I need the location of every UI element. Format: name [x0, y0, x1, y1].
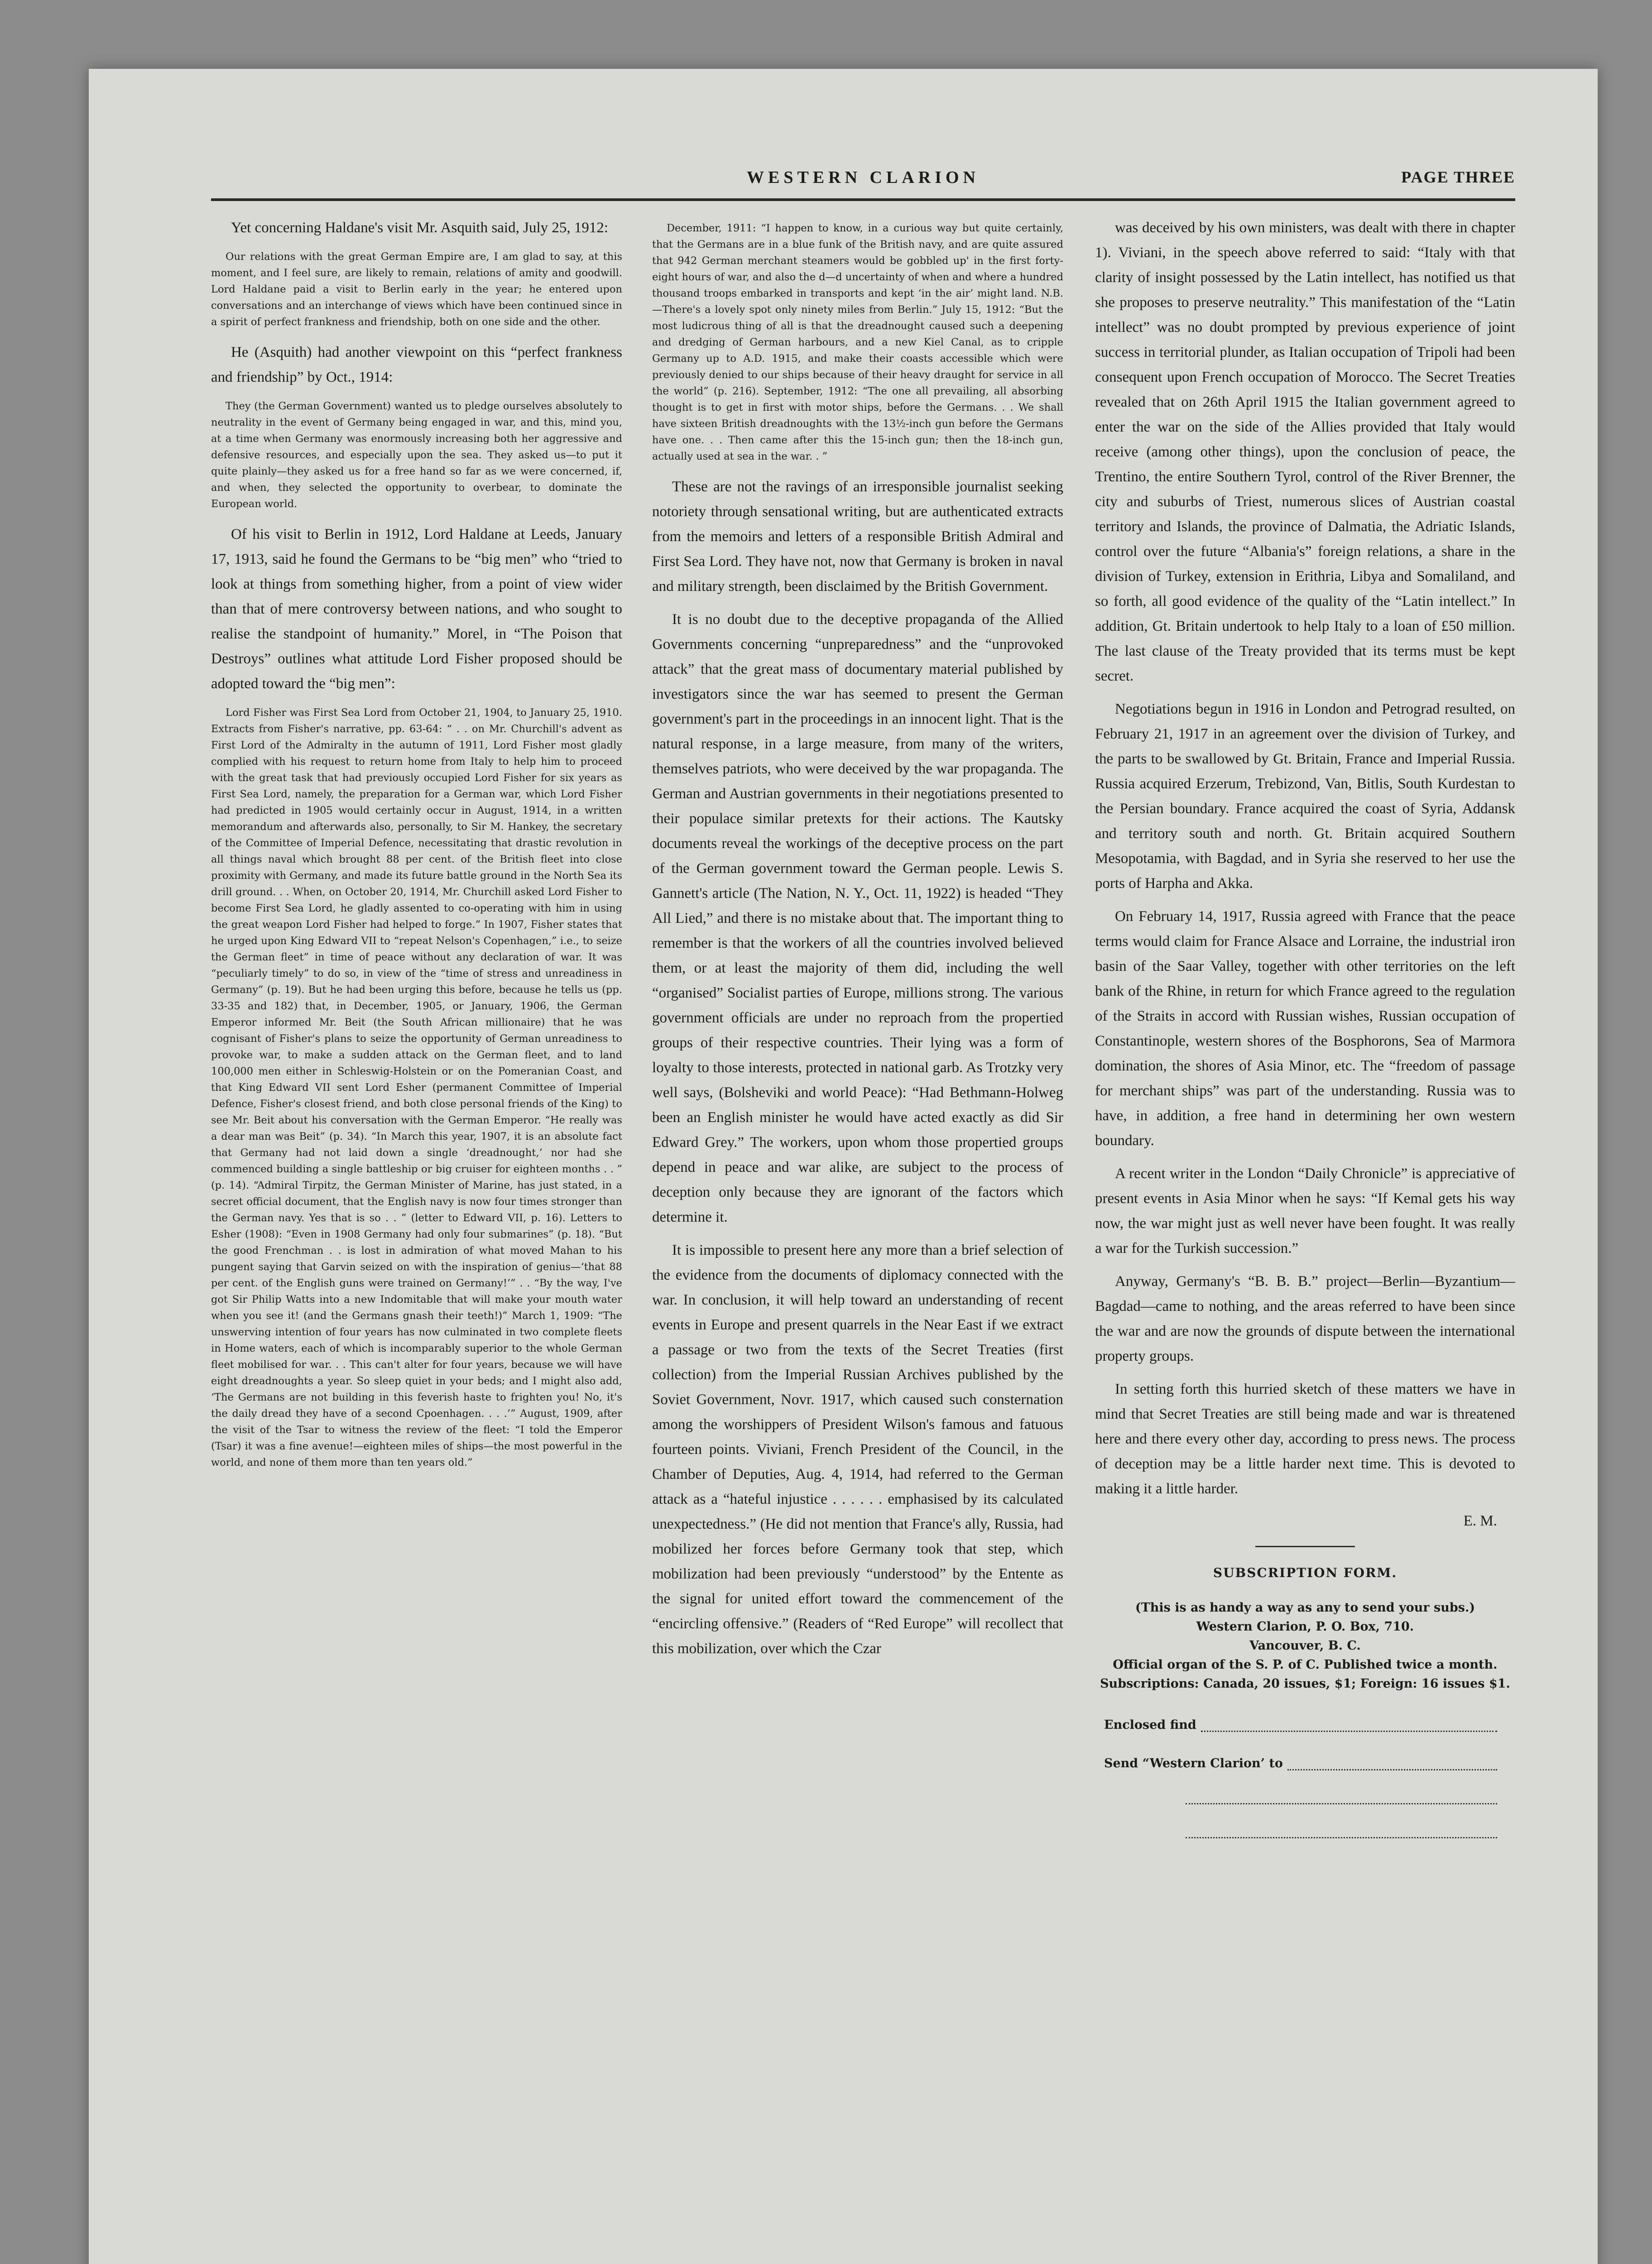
subscription-form-title: SUBSCRIPTION FORM. — [1213, 1565, 1397, 1580]
paragraph: In setting forth this hurried sketch of these matters we have in mind that Secret Treaties are still being made and war is threatened here and there every other day, according to press news. The process of deception may be a little harder next time. This is devoted to making it a little harder. — [1095, 1381, 1515, 1497]
paragraph: It is no doubt due to the deceptive propaganda of the Allied Governments concerning “unpreparedness” and the “unprovoked attack” that the great mass of documentary material published by investigators since the war has seemed to present the German government's part in the proceedings in an innocent light. That is the natural response, in a large measure, from many of the writers, themselves patriots, who were deceived by the war propaganda. The German and Austrian governments in their negotiations presented to their populace similar pretexts for their actions. The Kautsky documents reveal the workings of the deceptive process on the part of the German government toward the German people. Lewis S. Gannett's article (The Nation, N. Y., Oct. 11, 1922) is headed “They All Lied,” and there is no mistake about that. The important thing to remember is that the workers of all the countries involved believed them, or at least the majority of them did, including the well “organised” Socialist parties of Europe, millions strong. The various government officials are under no reproach from the propertied groups of their respective countries. Their lying was a form of loyalty to those interests, protected in national garb. As Trotzky very well says, (Bolsheviki and world Peace): “Had Bethmann-Holweg been an English minister he would have acted exactly as did Sir Edward Grey.” The workers, upon whom those propertied groups depend in peace and war alike, are subject to the process of deception only because they are ignorant of the factors which determine it. — [652, 611, 1063, 1225]
page-number-label: PAGE THREE — [1401, 168, 1515, 186]
paragraph: On February 14, 1917, Russia agreed with France that the peace terms would claim for France Alsace and Lorraine, the industrial iron basin of the Saar Valley, together with other territories on the left bank of the Rhine, in return for which France agreed to the regulation of the Straits in accord with Russian wishes, Russian occupation of Constantinople, western shores of the Bosphorons, Sea of Marmora domination, the shores of Asia Minor, etc. The “freedom of passage for merchant ships” was part of the understanding. Russia was to have, in addition, a free hand in determining her own western boundary. — [1095, 908, 1515, 1149]
send-to-label: Send “Western Clarion’ to — [1104, 1756, 1283, 1770]
dotted-fill-line — [1186, 1832, 1497, 1838]
paragraph: Anyway, Germany's “B. B. B.” project—Berlin—Byzantium—Bagdad—came to nothing, and the areas referred to have been since the war and are now the grounds of dispute between the international property groups. — [1095, 1273, 1515, 1364]
subscription-form — [1095, 1565, 1515, 1838]
block-quote: December, 1911: “I happen to know, in a curious way but quite certainly, that the Germans are in a blue funk of the British navy, and are quite assured that 942 German merchant steamers would be gobbled up' in the first forty-eight hours of war, and also the d—d uncertainty of when and where a hundred thousand troops embarked in transports and kept ‘in the air’ might land. N.B.—There's a lovely spot only ninety miles from Berlin.” July 15, 1912: “But the most ludicrous thing of all is that the dreadnought caused such a deepening and dredging of German harbours, and a new Kiel Canal, as to cripple Germany up to A.D. 1915, and make their coasts accessible which were previously denied to our ships because of their heavy draught for service in all the world” (p. 216). September, 1912: “The one all prevailing, all absorbing thought is to get in first with motor ships, before the Germans. . . We shall have sixteen British dreadnoughts with the 13½-inch gun before the Germans have one. . . Then came after this the 15-inch gun; then the 18-inch gun, actually used at sea in the war. . ” — [652, 222, 1063, 462]
form-note: (This is as handy a way as any to send your subs.) — [1135, 1601, 1475, 1615]
block-quote: Our relations with the great German Empire are, I am glad to say, at this moment, and I feel sure, are likely to remain, relations of amity and goodwill. Lord Haldane paid a visit to Berlin early in the year; he entered upon conversations and an interchange of views which have been continued since in a spirit of perfect frankness and friendship, both on one side and the other. — [211, 251, 622, 328]
paragraph: Yet concerning Haldane's visit Mr. Asquith said, July 25, 1912: — [231, 220, 609, 236]
form-city-line: Vancouver, B. C. — [1249, 1639, 1361, 1653]
column-3 — [1095, 216, 1515, 2264]
section-divider — [1255, 1546, 1355, 1547]
column-2 — [652, 216, 1063, 2264]
enclosed-find-label: Enclosed find — [1104, 1718, 1196, 1732]
paragraph: Of his visit to Berlin in 1912, Lord Haldane at Leeds, January 17, 1913, said he found the Germans to be “big men” who “tried to look at things from something higher, from a point of view wider than that of mere controversy between nations, and who sought to realise the standpoint of humanity.” Morel, in “The Poison that Destroys” outlines what attitude Lord Fisher proposed should be adopted toward the “big men”: — [211, 526, 622, 692]
block-quote: Lord Fisher was First Sea Lord from October 21, 1904, to January 25, 1910. Extracts from Fisher's narrative, pp. 63-64: “ . . on Mr. Churchill's advent as First Lord of the Admiralty in the autumn of 1911, Lord Fisher most gladly complied with his request to return home from Italy to help him to proceed with the great task that had previously occupied Lord Fisher for six years as First Sea Lord, namely, the preparation for a German war, which Lord Fisher had predicted in 1905 would certainly occur in August, 1914, in a written memorandum and afterwards also, personally, to Sir M. Hankey, the secretary of the Committee of Imperial Defence, necessitating that drastic revolution in all things naval which brought 88 per cent. of the British fleet into close proximity with Germany, and made its future battle ground in the North Sea its drill ground. . . When, on October 20, 1914, Mr. Churchill asked Lord Fisher to become First Sea Lord, he gladly assented to co-operating with him in using the great weapon Lord Fisher had helped to forge.” In 1907, Fisher states that he urged upon King Edward VII to “repeat Nelson's Copenhagen,” i.e., to seize the German fleet” in time of peace without any declaration of war. It was “peculiarly timely” to do so, in view of the “time of stress and unreadiness in Germany” (p. 19). But he had been urging this before, because he tells us (pp. 33-35 and 182) that, in December, 1905, or January, 1906, the German Emperor informed Mr. Beit (the South African millionaire) that he was cognisant of Fisher's plans to seize the opportunity of German unreadiness to provoke war, to make a sudden attack on the German fleet, and to land 100,000 men either in Schleswig-Holstein or on the Pomeranian Coast, and that King Edward VII sent Lord Esher (permanent Committee of Imperial Defence, Fisher's closest friend, and both close personal friends of the King) to see Mr. Beit about his conversation with the German Emperor. “He really was a dear man was Beit” (p. 34). “In March this year, 1907, it is an absolute fact that Germany had not laid down a single ‘dreadnought,’ nor had she commenced building a single battleship or big cruiser for eighteen months . . ” (p. 14). “Admiral Tirpitz, the German Minister of Marine, has just stated, in a secret official document, that the English navy is now four times stronger than the German navy. Yes that is so . . ” (letter to Edward VII, p. 16). Letters to Esher (1908): “Even in 1908 Germany had only four submarines” (p. 18). “But the good Frenchman . . is lost in admiration of what moved Mahan to his pungent saying that Garvin seized on with the inspiration of genius—‘that 88 per cent. of the English guns were trained on Germany!’” . . “By the way, I've got Sir Philip Watts into a new Indomitable that will make your mouth water when you see it! (and the Germans gnash their teeth!)” March 1, 1909: “The unswerving intention of four years has now culminated in two complete fleets in Home waters, each of which is incomparably superior to the whole German fleet mobilised for war. . . This can't alter for four years, because we will have eight dreadnoughts a year. So sleep quiet in your beds; and I might also add, ‘The Germans are not building in this feverish haste to frighten you! No, it's the daily dread they have of a second Cpoenhagen. . . .’” August, 1909, after the visit of the Tsar to witness the review of the fleet: “I told the Emperor (Tsar) it was a fine avenue!—eighteen miles of ships—the most powerful in the world, and none of them more than ten years old.” — [211, 707, 622, 1468]
paragraph: It is impossible to present here any more than a brief selection of the evidence from the documents of diplomacy connected with the war. In conclusion, it will help toward an understanding of recent events in Europe and present quarrels in the Near East if we extract a passage or two from the texts of the Secret Treaties (first collection) from the Imperial Russian Archives published by the Soviet Government, Novr. 1917, which caused such consternation among the worshippers of President Wilson's famous and fatuous fourteen points. Viviani, French President of the Council, in the Chamber of Deputies, Aug. 4, 1914, had referred to the German attack as a “hateful injustice . . . . . . emphasised by its calculated unexpectedness.” (He did not mention that France's ally, Russia, had mobilized her forces before Germany took that step, which mobilization had been previously “understood” by the Entente as the signal for united effort toward the commencement of the “encircling offensive.” (Readers of “Red Europe” will recollect that this mobilization, over which the Czar — [652, 1242, 1063, 1657]
dotted-fill-line — [1287, 1756, 1497, 1770]
paragraph: He (Asquith) had another viewpoint on this “perfect frankness and friendship” by Oct., 1914: — [211, 344, 622, 385]
paragraph: was deceived by his own ministers, was dealt with there in chapter 1). Viviani, in the speech above referred to said: “Italy with that clarity of insight possessed by the Latin intellect, has notified us that she proposes to preserve neutrality.” This manifestation of the “Latin intellect” was no doubt prompted by previous experience of joint success in territorial plunder, as Italian occupation of Tripoli had been consequent upon French occupation of Morocco. The Secret Treaties revealed that on 26th April 1915 the Italian government agreed to enter the war on the side of the Allies provided that Italy would receive (among other things), upon the conclusion of peace, the Trentino, the entire Southern Tyrol, control of the River Brenner, the city and suburbs of Triest, numerous slices of Austrian coastal territory and Islands, the province of Dalmatia, the Adriatic Islands, control over the future “Albania's” foreign relations, a share in the division of Turkey, extension in Erithria, Libya and Somaliland, and so forth, all good evidence of the quality of the “Latin intellect.” In addition, Gt. Britain undertook to help Italy to a loan of £50 million. The last clause of the Treaty provided that its terms must be kept secret. — [1095, 220, 1515, 684]
paragraph: A recent writer in the London “Daily Chronicle” is appreciative of present events in Asia Minor when he says: “If Kemal gets his way now, the war might just as well never have been fought. It was really a war for the Turkish succession.” — [1095, 1166, 1515, 1257]
newspaper-sheet — [89, 69, 1598, 2264]
send-to-field — [1104, 1756, 1515, 1770]
enclosed-find-field — [1104, 1717, 1515, 1732]
column-1 — [211, 216, 622, 2264]
dotted-fill-line — [1186, 1799, 1497, 1804]
author-signature: E. M. — [1463, 1513, 1497, 1529]
paragraph: These are not the ravings of an irresponsible journalist seeking notoriety through sensational writing, but are authenticated extracts from the memoirs and letters of a responsible British Admiral and First Sea Lord. They have not, now that Germany is broken in naval and military strength, been disclaimed by the British Government. — [652, 479, 1063, 595]
newspaper-page — [211, 158, 1515, 2264]
form-address-line: Western Clarion, P. O. Box, 710. — [1196, 1620, 1414, 1634]
dotted-fill-line — [1201, 1717, 1497, 1732]
paragraph: Negotiations begun in 1916 in London and Petrograd resulted, on February 21, 1917 in an agreement over the division of Turkey, and the parts to be swallowed by Gt. Britain, France and Imperial Russia. Russia acquired Erzerum, Trebizond, Van, Bitlis, South Kurdestan to the Persian boundary. France acquired the coast of Syria, Addansk and territory south and north. Gt. Britain acquired Southern Mesopotamia, with Bagdad, and in Syria she reserved to her use the ports of Harpha and Akka. — [1095, 701, 1515, 892]
page-header — [211, 158, 1515, 201]
form-organ-line: Official organ of the S. P. of C. Published twice a month. — [1113, 1658, 1498, 1672]
masthead: WESTERN CLARION — [746, 168, 980, 187]
block-quote: They (the German Government) wanted us to pledge ourselves absolutely to neutrality in the event of Germany being engaged in war, and this, mind you, at a time when Germany was enormously increasing both her aggressive and defensive resources, and especially upon the sea. They asked us—to put it quite plainly—they asked us for a free hand so far as we were concerned, if, and when, they selected the opportunity to overbear, to dominate the European world. — [211, 400, 622, 510]
form-rates-line: Subscriptions: Canada, 20 issues, $1; Foreign: 16 issues $1. — [1100, 1677, 1510, 1691]
